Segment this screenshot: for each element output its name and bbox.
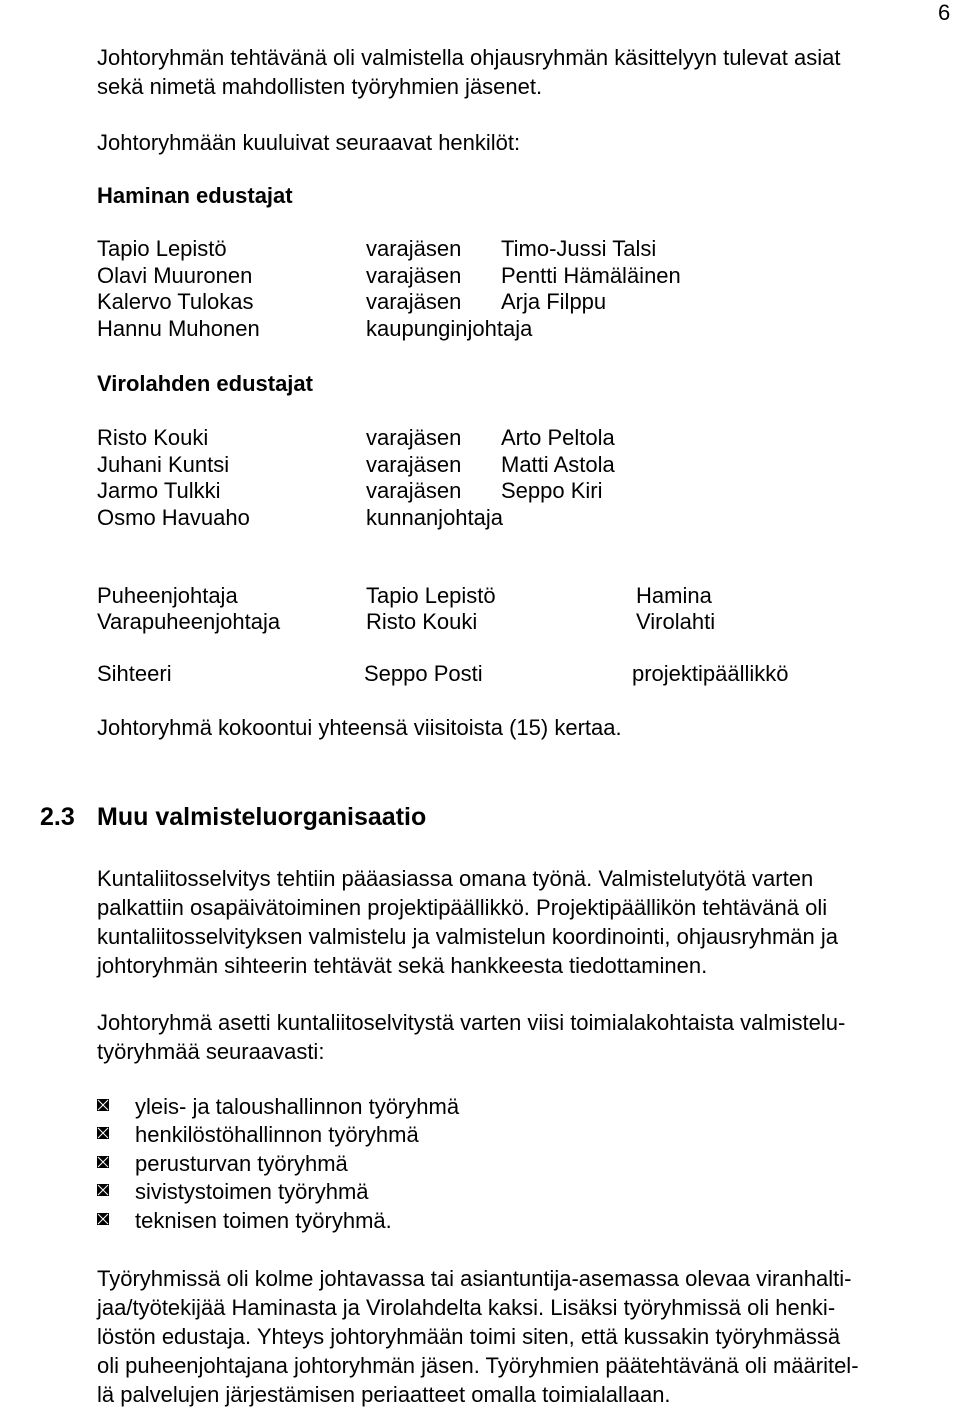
paragraph-line: löstön edustaja. Yhteys johtoryhmään toimi siten, että kussakin työryhmässä [97,1324,841,1349]
member-role: kunnanjohtaja [366,505,504,530]
deputy-name: Matti Astola [501,452,615,477]
officer-title: Puheenjohtaja [97,583,238,608]
member-role: varajäsen [366,289,462,314]
virolahti-heading: Virolahden edustajat [97,371,313,396]
paragraph-groups-intro [97,1008,845,1066]
officer-name: Risto Kouki [366,609,478,634]
square-bullet-icon [97,1184,109,1196]
deputy-name: Timo-Jussi Talsi [501,236,657,261]
paragraph-line: lä palvelujen järjestämisen periaatteet omalla toimialallaan. [97,1382,671,1407]
member-name: Jarmo Tulkki [97,478,221,503]
member-name: Olavi Muuronen [97,263,253,288]
officer-place: Virolahti [636,609,716,634]
list-item: perusturvan työryhmä [135,1151,348,1176]
paragraph-line: kuntaliitosselvityksen valmistelu ja valmistelun koordinointi, ohjausryhmän ja [97,924,839,949]
member-role: varajäsen [366,263,462,288]
member-role: varajäsen [366,236,462,261]
list-item: yleis- ja taloushallinnon työryhmä [135,1094,460,1119]
member-name: Hannu Muhonen [97,316,260,341]
paragraph-line: Työryhmissä oli kolme johtavassa tai asiantuntija-asemassa olevaa viranhalti- [97,1266,852,1291]
hamina-heading: Haminan edustajat [97,183,293,208]
secretary-role: projektipäällikkö [632,661,789,686]
member-role: varajäsen [366,425,462,450]
officer-title: Varapuheenjohtaja [97,609,281,634]
member-name: Juhani Kuntsi [97,452,230,477]
paragraph-line: Kuntaliitosselvitys tehtiin pääasiassa omana työnä. Valmistelutyötä varten [97,866,814,891]
deputy-name: Arto Peltola [501,425,615,450]
paragraph-group-composition [97,1264,859,1409]
member-role: kaupunginjohtaja [366,316,533,341]
intro-paragraph [97,43,841,101]
paragraph-staffing [97,864,838,980]
page-number: 6 [938,0,951,25]
list-item: henkilöstöhallinnon työryhmä [135,1122,419,1147]
list-item: sivistystoimen työryhmä [135,1179,369,1204]
intro-line: Johtoryhmän tehtävänä oli valmistella ohjausryhmän käsittelyyn tulevat asiat [97,45,841,70]
member-role: varajäsen [366,478,462,503]
member-role: varajäsen [366,452,462,477]
square-bullet-icon [97,1127,109,1139]
deputy-name: Pentti Hämäläinen [501,263,681,288]
section-title: Muu valmisteluorganisaatio [97,803,427,831]
member-name: Osmo Havuaho [97,505,250,530]
list-item: teknisen toimen työryhmä. [135,1208,392,1233]
members-intro: Johtoryhmään kuuluivat seuraavat henkilöt: [97,130,521,155]
member-name: Kalervo Tulokas [97,289,254,314]
deputy-name: Seppo Kiri [501,478,603,503]
square-bullet-icon [97,1156,109,1168]
paragraph-line: johtoryhmän sihteerin tehtävät sekä hankkeesta tiedottaminen. [97,953,708,978]
officer-name: Tapio Lepistö [366,583,496,608]
square-bullet-icon [97,1099,109,1111]
meetings-text: Johtoryhmä kokoontui yhteensä viisitoista (15) kertaa. [97,715,622,740]
paragraph-line: työryhmää seuraavasti: [97,1039,325,1064]
paragraph-line: Johtoryhmä asetti kuntaliitoselvitystä varten viisi toimialakohtaista valmistelu- [97,1010,846,1035]
secretary-name: Seppo Posti [364,661,483,686]
paragraph-line: palkattiin osapäivätoiminen projektipäällikkö. Projektipäällikön tehtävänä oli [97,895,828,920]
deputy-name: Arja Filppu [501,289,607,314]
member-name: Tapio Lepistö [97,236,227,261]
secretary-title: Sihteeri [97,661,172,686]
officer-place: Hamina [636,583,712,608]
section-number: 2.3 [40,803,75,831]
square-bullet-icon [97,1213,109,1225]
intro-line: sekä nimetä mahdollisten työryhmien jäsenet. [97,74,543,99]
member-name: Risto Kouki [97,425,209,450]
paragraph-line: jaa/työtekijää Haminasta ja Virolahdelta kaksi. Lisäksi työryhmissä oli henki- [97,1295,836,1320]
paragraph-line: oli puheenjohtajana johtoryhmän jäsen. Työryhmien päätehtävänä oli määritel- [97,1353,859,1378]
